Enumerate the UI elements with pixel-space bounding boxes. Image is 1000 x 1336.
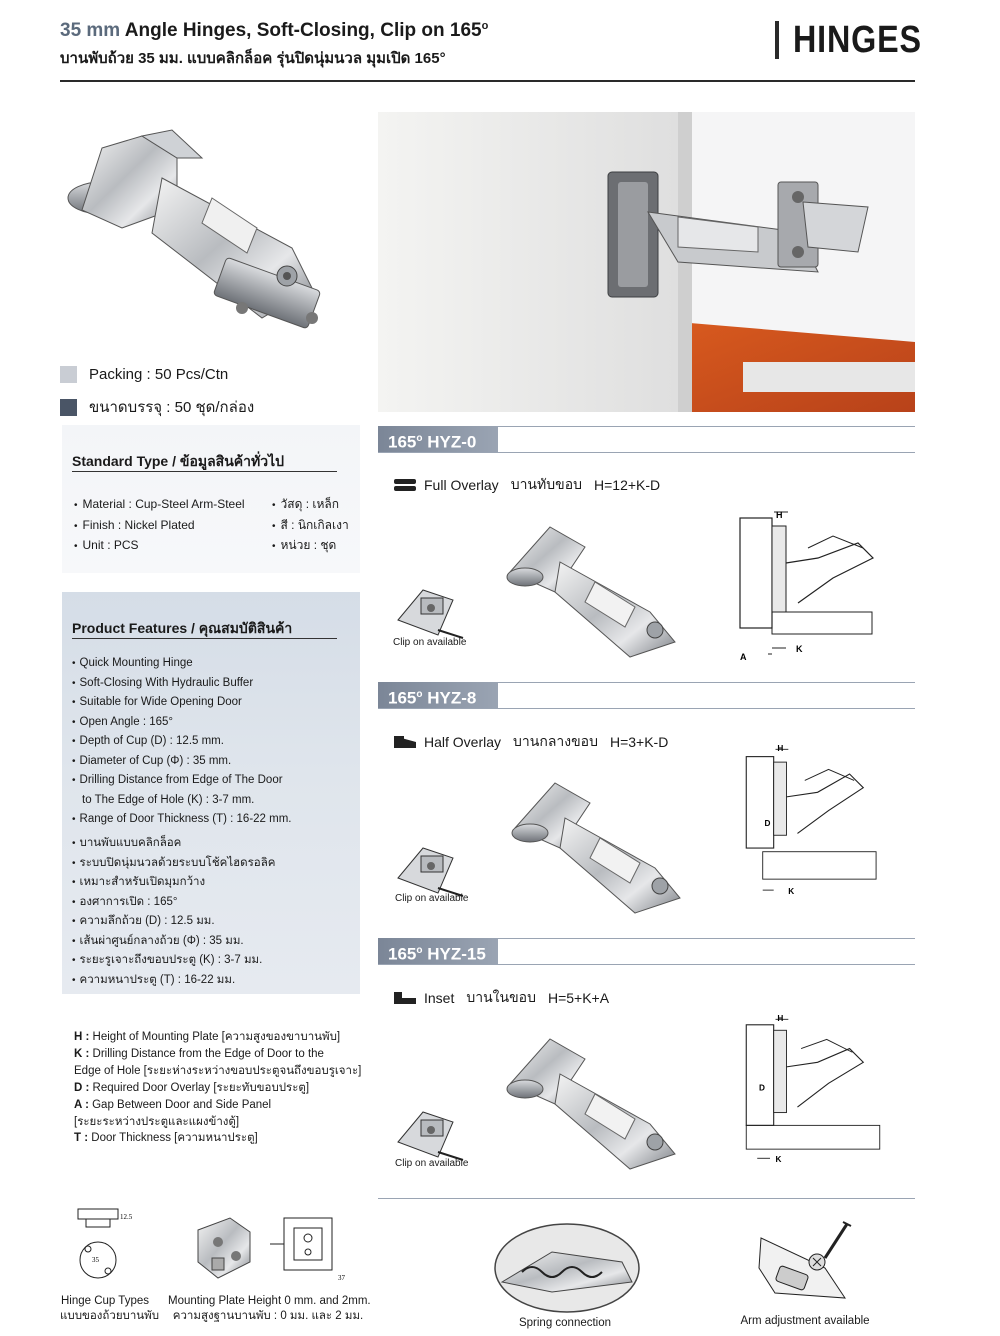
features-list-th	[72, 834, 275, 990]
packing-swatch-dark	[60, 399, 77, 416]
dimension-definitions	[74, 1029, 361, 1147]
hinge-cup-drawing	[68, 1205, 148, 1293]
list-item: • Diameter of Cup (Φ) : 35 mm.	[72, 752, 292, 772]
list-item: • Open Angle : 165°	[72, 713, 292, 733]
spring-connection-caption: Spring connection	[518, 1317, 612, 1329]
mounting-plate-caption-en: Mounting Plate Height 0 mm. and 2mm.	[168, 1295, 371, 1307]
full-overlay-icon	[394, 479, 416, 491]
list-item: • ความลึกถ้วย (D) : 12.5 มม.	[72, 912, 275, 932]
svg-text:H: H	[776, 510, 783, 520]
inset-icon	[394, 992, 416, 1004]
hinge-cup-caption-th: แบบของถ้วยบานพับ	[60, 1310, 160, 1322]
title-text: Angle Hinges, Soft-Closing, Clip on 165	[124, 20, 482, 41]
page-title	[60, 20, 488, 42]
page-subtitle: บานพับถ้วย 35 มม. แบบคลิกล็อค รุ่นปิดนุ่มนวล มุมเปิด 165°	[60, 50, 446, 67]
mounting-plate-image	[190, 1212, 260, 1287]
features-list-en	[72, 654, 292, 830]
list-item: • Depth of Cup (D) : 12.5 mm.	[72, 732, 292, 752]
mounting-plate-caption-th: ความสูงฐานบานพับ : 0 มม. และ 2 มม.	[172, 1310, 364, 1322]
title-size: 35 mm	[60, 20, 121, 41]
list-item: • วัสดุ : เหล็ก	[272, 495, 349, 516]
arm-adjustment-caption: Arm adjustment available	[740, 1315, 870, 1327]
list-item: • ระบบปิดนุ่มนวลด้วยระบบโช้คไฮดรอลิค	[72, 854, 275, 874]
list-item: • สี : นิกเกิลเงา	[272, 516, 349, 537]
cup-depth-label: 12.5	[120, 1213, 133, 1221]
hinge-product-image	[62, 118, 362, 348]
section-bar	[775, 21, 779, 59]
overlay-type-full: Full Overlay บานทับขอบ H=12+K-D	[394, 474, 660, 496]
section-title: HINGES	[793, 18, 922, 61]
clip-label: Clip on available	[395, 1158, 469, 1169]
list-item: • Soft-Closing With Hydraulic Buffer	[72, 674, 292, 694]
standard-list-th	[272, 495, 349, 557]
standard-list-en	[74, 495, 245, 557]
list-item: • หน่วย : ชุด	[272, 536, 349, 557]
mounting-plate-drawing	[262, 1208, 362, 1288]
packing-th	[60, 395, 254, 419]
hinge-hyz-0-image	[500, 512, 690, 662]
product-features-title: Product Features / คุณสมบัติสินค้า	[72, 620, 293, 636]
packing-swatch-light	[60, 366, 77, 383]
list-item: • Quick Mounting Hinge	[72, 654, 292, 674]
svg-text:K: K	[788, 886, 795, 896]
standard-type-rule	[72, 471, 337, 472]
model-header-hyz-15	[378, 938, 915, 964]
definition-d: D : Required Door Overlay [ระยะทับขอบประตู]	[74, 1081, 310, 1094]
arm-adjustment-image	[755, 1218, 855, 1310]
definition-a: A : Gap Between Door and Side Panel	[74, 1098, 272, 1111]
svg-text:H: H	[777, 744, 784, 754]
definition-k: K : Drilling Distance from the Edge of Door to the	[74, 1047, 324, 1060]
model-tab: 165$^o$ HYZ-15	[378, 938, 498, 964]
diagram-half-overlay	[738, 742, 888, 902]
definition-h: H : Height of Mounting Plate [ความสูงของขาบานพับ]	[74, 1031, 341, 1043]
list-item: • องศาการเปิด : 165°	[72, 893, 275, 913]
list-item: • Suitable for Wide Opening Door	[72, 693, 292, 713]
hinge-cup-caption	[60, 1294, 160, 1324]
overlay-type-inset: Inset บานในขอบ H=5+K+A	[394, 987, 609, 1009]
definition-t: T : Door Thickness [ความหนาประตู]	[74, 1132, 258, 1145]
svg-text:A: A	[740, 652, 747, 662]
cup-diameter-label: 35	[92, 1256, 99, 1264]
definition-k-cont: Edge of Hole [ระยะห่างระหว่างขอบประตูจนถึงขอบรูเจาะ]	[74, 1064, 362, 1077]
half-overlay-icon	[394, 736, 416, 748]
section-label	[775, 20, 945, 60]
svg-text:K: K	[775, 1154, 782, 1164]
list-item: • Range of Door Thickness (T) : 16-22 mm.	[72, 810, 292, 830]
clip-label: Clip on available	[395, 893, 469, 904]
packing-en-text: Packing : 50 Pcs/Ctn	[89, 366, 229, 383]
diagram-full-overlay	[738, 508, 888, 668]
diagram-inset	[738, 1012, 888, 1172]
mounting-plate-caption	[168, 1294, 371, 1324]
bottom-divider	[378, 1198, 915, 1199]
packing-th-text: ขนาดบรรจุ : 50 ชุด/กล่อง	[89, 399, 255, 416]
list-item: • Finish : Nickel Plated	[74, 516, 245, 537]
clip-label: Clip on available	[393, 637, 467, 648]
spring-connection-image	[492, 1222, 642, 1314]
model-tab: 165$^o$ HYZ-8	[378, 682, 498, 708]
hinge-hyz-8-image	[505, 768, 695, 918]
clip-on-plate-image	[393, 580, 483, 645]
svg-text:K: K	[796, 644, 803, 654]
list-item: • บานพับแบบคลิกล็อค	[72, 834, 275, 854]
standard-type-title: Standard Type / ข้อมูลสินค้าทั่วไป	[72, 453, 285, 469]
list-item: • ความหนาประตู (T) : 16-22 มม.	[72, 971, 275, 991]
packing-en	[60, 366, 228, 383]
svg-text:D: D	[764, 819, 771, 829]
definition-a-cont: [ระยะระหว่างประตูและแผงข้างตู้]	[74, 1115, 240, 1128]
list-item: • Drilling Distance from Edge of The Door	[72, 771, 292, 791]
hinge-hyz-15-image	[500, 1024, 690, 1174]
plate-dim-label: 37	[338, 1274, 345, 1282]
title-degree: o	[481, 20, 489, 32]
hinge-cup-caption-en: Hinge Cup Types	[60, 1295, 149, 1307]
header-divider	[60, 80, 915, 82]
model-tab: 165$^o$ HYZ-0	[378, 426, 498, 452]
installed-hinge-photo	[378, 112, 915, 412]
product-features-rule	[72, 638, 337, 639]
svg-text:H: H	[777, 1014, 784, 1024]
list-item: • ระยะรูเจาะถึงขอบประตู (K) : 3-7 มม.	[72, 951, 275, 971]
list-item: • เส้นผ่าศูนย์กลางถ้วย (Φ) : 35 มม.	[72, 932, 275, 952]
overlay-type-half: Half Overlay บานกลางขอบ H=3+K-D	[394, 731, 668, 753]
model-header-hyz-8	[378, 682, 915, 708]
list-item: to The Edge of Hole (K) : 3-7 mm.	[82, 793, 255, 806]
list-item: • Material : Cup-Steel Arm-Steel	[74, 495, 245, 516]
list-item: • เหมาะสำหรับเปิดมุมกว้าง	[72, 873, 275, 893]
svg-text:D: D	[759, 1083, 765, 1093]
list-item: • Unit : PCS	[74, 536, 245, 557]
model-header-hyz-0	[378, 426, 915, 452]
